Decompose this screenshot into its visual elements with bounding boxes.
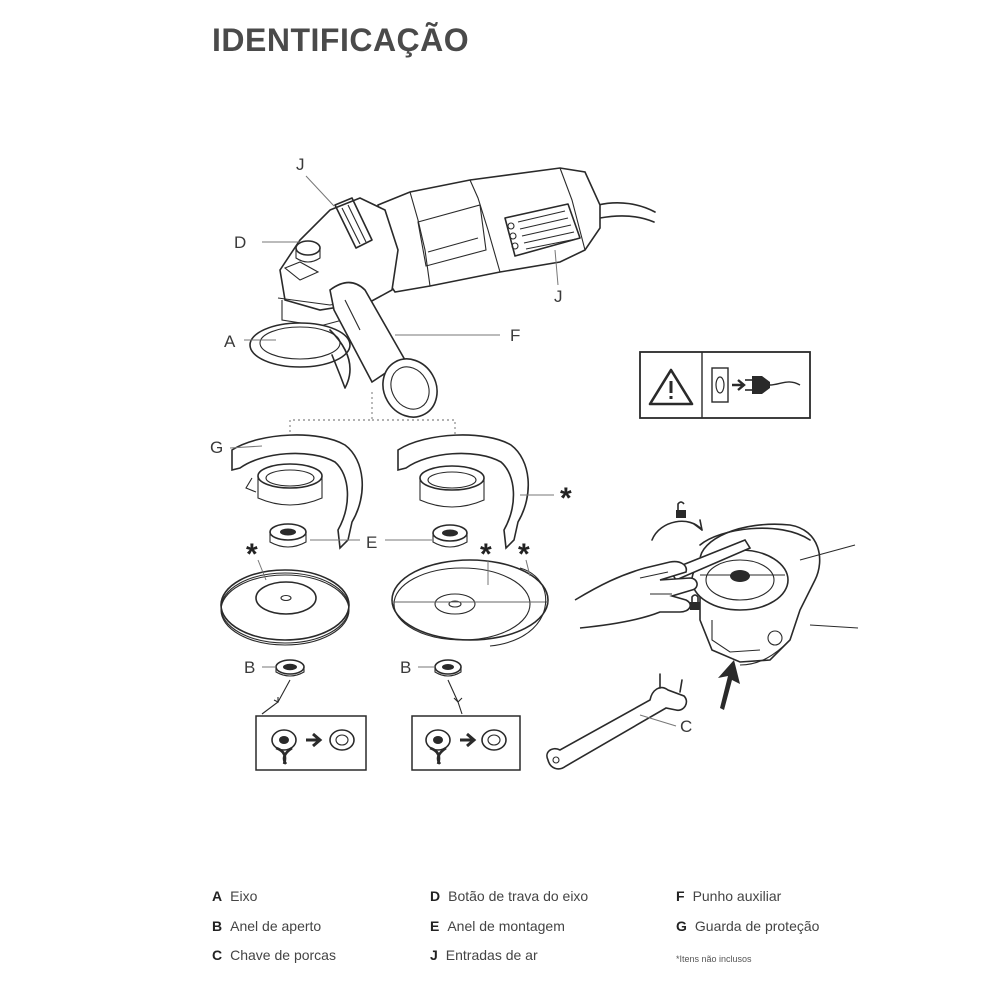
legend-letter: J: [430, 947, 438, 963]
unplug-warning-box: [640, 352, 810, 418]
arrow-icon: [718, 660, 740, 710]
callout-star-left-disc: *: [246, 538, 258, 571]
callout-star-thin-disc: *: [518, 538, 530, 571]
callout-c: C: [680, 717, 693, 736]
callout-g: G: [210, 438, 224, 457]
callout-e: E: [366, 533, 378, 552]
left-instruction-box: [256, 716, 366, 770]
legend-label: Anel de montagem: [447, 918, 565, 934]
legend-label: Entradas de ar: [445, 947, 538, 963]
legend-item-b: [212, 918, 321, 934]
right-instruction-box: [412, 716, 520, 770]
legend-label: Punho auxiliar: [692, 888, 782, 904]
callout-j-top: J: [296, 155, 305, 174]
legend-label: Botão de trava do eixo: [448, 888, 589, 904]
callout-f: F: [510, 326, 521, 345]
callout-a: A: [224, 332, 236, 351]
page-title: IDENTIFICAÇÃO: [212, 22, 470, 58]
legend-letter: C: [212, 947, 223, 963]
callout-star-guard: *: [560, 482, 572, 515]
legend-item-d: [430, 888, 588, 904]
legend-label: Eixo: [230, 888, 258, 904]
legend-letter: E: [430, 918, 440, 934]
legend-label: Chave de porcas: [230, 947, 336, 963]
legend-item-g: [676, 918, 819, 934]
legend-label: Anel de aperto: [230, 918, 322, 934]
legend-letter: B: [212, 918, 223, 934]
legend-item-c: [212, 947, 336, 963]
unlock-icon: [676, 502, 686, 518]
legend-item-e: [430, 918, 565, 934]
legend-letter: A: [212, 888, 223, 904]
callout-j-right: J: [554, 287, 563, 306]
legend-item-a: [212, 888, 257, 904]
legend-label: Guarda de proteção: [694, 918, 820, 934]
lock-icon: [690, 595, 700, 610]
left-assembly: [221, 435, 362, 714]
legend-item-j: [430, 947, 538, 963]
legend: [0, 880, 1000, 990]
callout-b-left: B: [244, 658, 256, 677]
spanner-wrench: [547, 674, 687, 769]
right-assembly: [392, 435, 548, 714]
callout-b-right: B: [400, 658, 412, 677]
angle-grinder-illustration: [250, 168, 655, 427]
callout-d: D: [234, 233, 247, 252]
legend-letter: G: [676, 918, 687, 934]
legend-letter: D: [430, 888, 441, 904]
wrench-tightening-scene: [547, 502, 858, 769]
legend-item-f: [676, 888, 781, 904]
callout-star-right-disc: *: [480, 538, 492, 571]
legend-letter: F: [676, 888, 685, 904]
not-included-note: *Itens não inclusos: [676, 954, 752, 964]
